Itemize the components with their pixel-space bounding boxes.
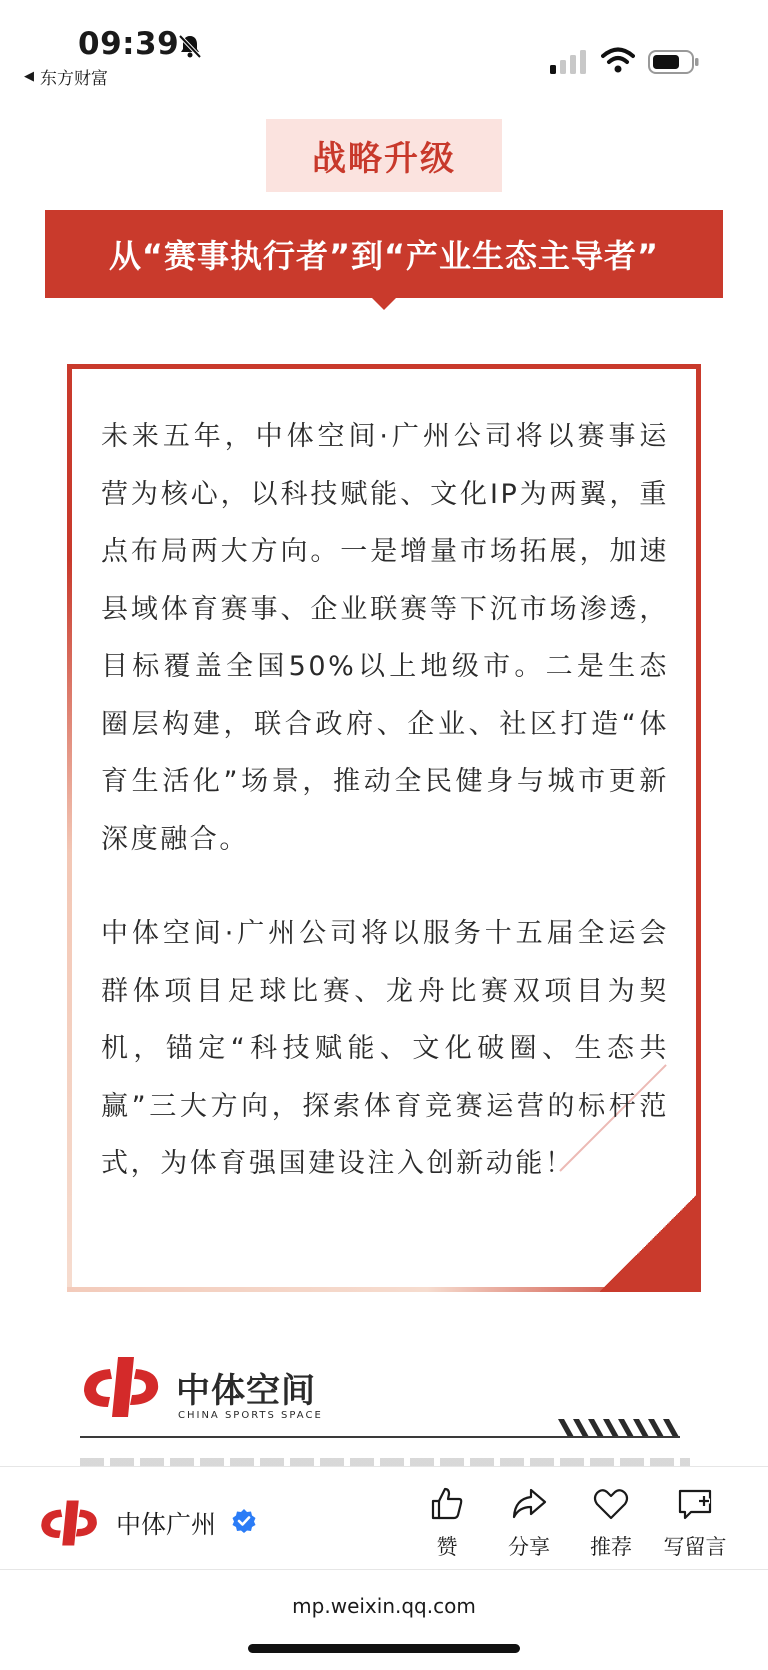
share-icon <box>510 1485 548 1523</box>
section-tag-title: 战略升级 <box>266 119 502 192</box>
article-action-bar <box>0 1466 768 1570</box>
decorative-stripes <box>558 1419 686 1437</box>
verified-badge-icon <box>231 1508 257 1534</box>
account-name[interactable]: 中体广州 <box>116 1510 217 1539</box>
status-bar <box>0 0 768 100</box>
like-button[interactable] <box>402 1485 492 1565</box>
account-avatar-icon[interactable] <box>38 1499 100 1547</box>
cellular-signal-icon <box>550 50 588 74</box>
banner-notch <box>372 298 396 310</box>
recommend-button[interactable] <box>566 1485 656 1565</box>
page-url[interactable]: mp.weixin.qq.com <box>292 1594 476 1618</box>
brand-name-cn: 中体空间 <box>176 1371 316 1411</box>
section-banner: 从“赛事执行者”到“产业生态主导者” <box>45 210 723 298</box>
card-paragraph-1: 未来五年，中体空间·广州公司将以赛事运营为核心，以科技赋能、文化IP为两翼，重点布局两大方向。一是增量市场拓展，加速县域体育赛事、企业联赛等下沉市场渗透，目标覆盖全国50%以上地级市。二是生态圈层构建，联合政府、企业、社区打造“体育生活化”场景，推动全民健身与城市更新深度融合。 <box>101 421 669 855</box>
back-arrow-icon: ◀ <box>24 69 34 84</box>
battery-icon <box>648 50 700 74</box>
card-paragraph-2: 中体空间·广州公司将以服务十五届全运会群体项目足球比赛、龙舟比赛双项目为契机，锚定“科技赋能、文化破圈、生态共赢”三大方向，探索体育竞赛运营的标杆范式，为体育强国建设注入创新动能！ <box>101 918 669 1179</box>
card-body <box>101 408 669 1193</box>
back-to-app-link[interactable] <box>24 64 108 89</box>
status-time: 09:39 <box>78 26 180 62</box>
bell-muted-icon <box>176 32 204 60</box>
like-label: 赞 <box>436 1535 458 1559</box>
brand-logo-icon <box>80 1355 162 1419</box>
share-button[interactable] <box>484 1485 574 1565</box>
comment-icon <box>676 1485 714 1523</box>
logo-divider <box>80 1436 680 1438</box>
back-app-label: 东方财富 <box>40 69 108 89</box>
share-label: 分享 <box>508 1535 550 1559</box>
heart-icon <box>592 1485 630 1523</box>
brand-name-en: CHINA SPORTS SPACE <box>178 1410 323 1421</box>
wifi-icon <box>601 46 635 74</box>
write-comment-button[interactable] <box>650 1485 740 1565</box>
recommend-label: 推荐 <box>590 1535 632 1559</box>
home-indicator[interactable] <box>248 1644 520 1653</box>
card-bottom-border-fade <box>67 1287 667 1292</box>
card-left-border-fade <box>67 560 72 1292</box>
thumbs-up-icon <box>428 1485 466 1523</box>
write-comment-label: 写留言 <box>663 1535 727 1559</box>
card-corner-accent <box>600 1190 701 1292</box>
